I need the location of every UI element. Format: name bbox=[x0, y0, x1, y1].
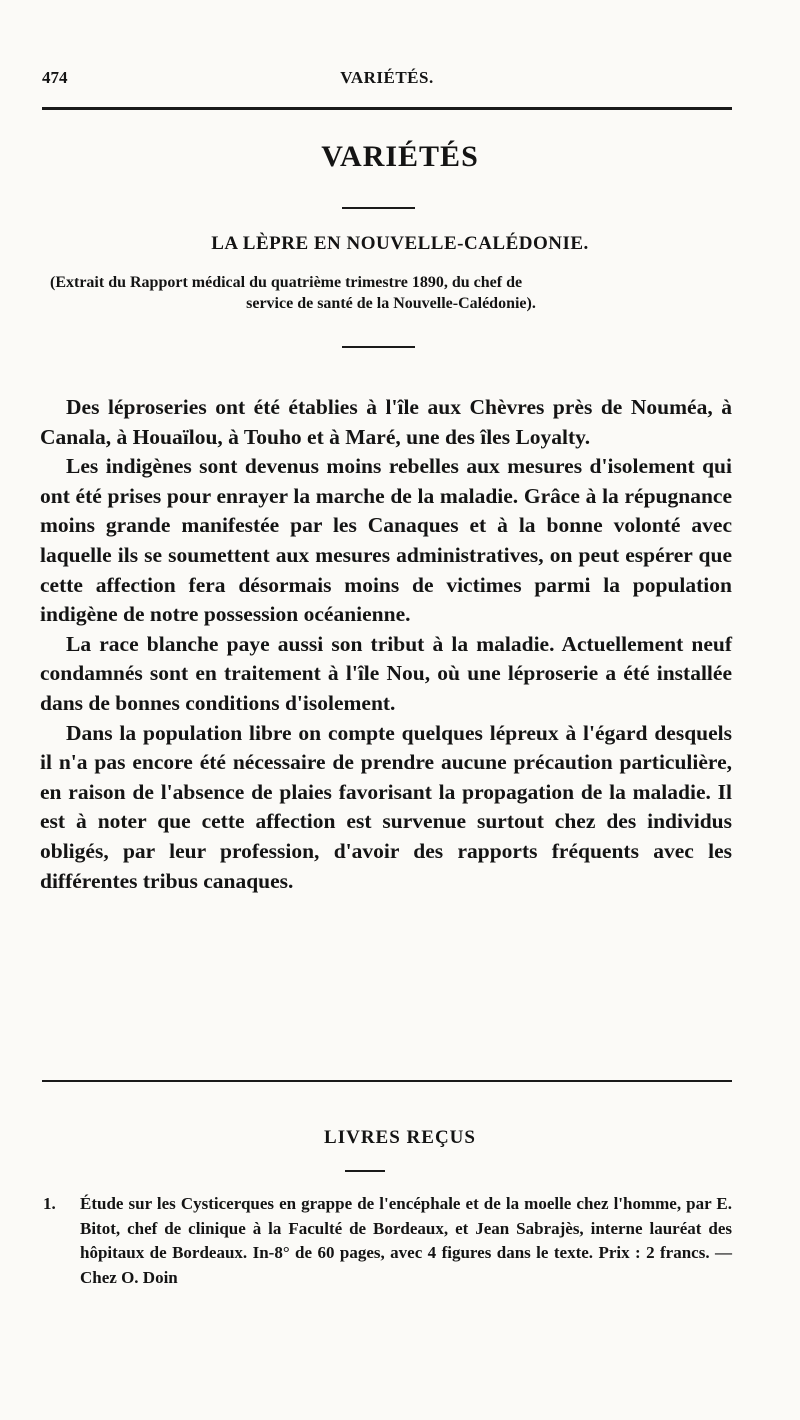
article-divider-rule bbox=[342, 346, 415, 348]
books-divider-rule bbox=[345, 1170, 385, 1172]
article-body bbox=[40, 393, 732, 896]
page-number: 474 bbox=[42, 68, 68, 87]
article-title: LA LÈPRE EN NOUVELLE-CALÉDONIE. bbox=[211, 233, 589, 254]
book-entry bbox=[43, 1192, 732, 1290]
running-head bbox=[42, 68, 732, 92]
running-title: VARIÉTÉS. bbox=[340, 68, 434, 87]
book-entry-number: 1. bbox=[43, 1194, 56, 1213]
source-note-line-2: service de santé de la Nouvelle-Calédonie). bbox=[246, 295, 536, 312]
header-rule bbox=[42, 107, 732, 110]
article-paragraph: Dans la population libre on compte quelques lépreux à l'égard desquels il n'a pas encore été nécessaire de prendre aucune précaution particulière, en raison de l'absence de plaies favorisant la propagation de la maladie. Il est à noter que cette affection est survenue surtout chez des individus obligés, par leur profession, d'avoir des rapports fréquents avec les différentes tribus canaques. bbox=[40, 720, 732, 893]
article-paragraph: Les indigènes sont devenus moins rebelles aux mesures d'isolement qui ont été prises pour enrayer la marche de la maladie. Grâce à la répugnance moins grande manifestée par les Canaques et à la bonne volonté avec laquelle ils se soumettent aux mesures administratives, on peut espérer que cette affection fera désormais moins de victimes parmi la population indigène de notre possession océanienne. bbox=[40, 454, 732, 627]
book-entry-text: Étude sur les Cysticerques en grappe de l'encéphale et de la moelle chez l'homme, par E. Bitot, chef de clinique à la Faculté de Bordeaux, et Jean Sabrajès, interne lauréat des hôpitaux de Bordeaux. In-8° de 60 pages, avec 4 figures dans le texte. Prix : 2 francs. — Chez O. Doin bbox=[80, 1194, 732, 1287]
article-paragraph: Des léproseries ont été établies à l'île aux Chèvres près de Nouméa, à Canala, à Houaïlou, à Touho et à Maré, une des îles Loyalty. bbox=[40, 395, 732, 449]
books-heading: LIVRES REÇUS bbox=[324, 1127, 476, 1148]
source-note bbox=[50, 272, 732, 314]
source-note-line-1: (Extrait du Rapport médical du quatrième trimestre 1890, du chef de bbox=[50, 274, 523, 291]
section-divider-rule bbox=[342, 207, 415, 209]
section-heading: VARIÉTÉS bbox=[321, 140, 479, 173]
article-paragraph: La race blanche paye aussi son tribut à la maladie. Actuellement neuf condamnés sont en traitement à l'île Nou, où une léproserie a été installée dans de bonnes conditions d'isolement. bbox=[40, 631, 732, 715]
books-section-rule bbox=[42, 1080, 732, 1082]
